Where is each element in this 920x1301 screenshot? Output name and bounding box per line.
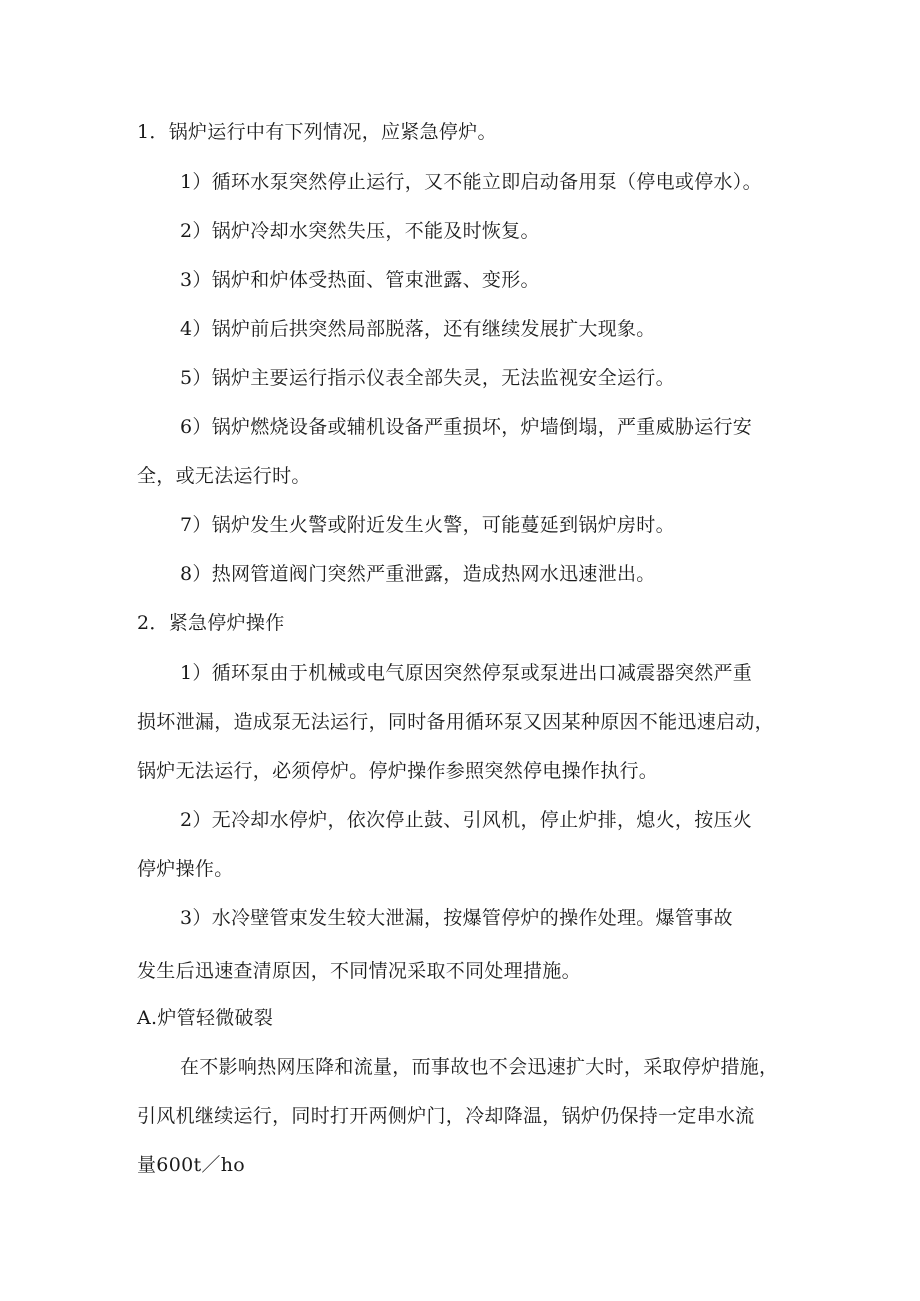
subsection-a-para-line-1: 在不影响热网压降和流量，而事故也不会迅速扩大时，采取停炉措施， (180, 1056, 779, 1078)
item-1-6-line-1: 6）锅炉燃烧设备或辅机设备严重损坏，炉墙倒塌，严重威胁运行安 (180, 416, 753, 438)
section-1-heading: 1．锅炉运行中有下列情况，应紧急停炉。 (137, 121, 497, 143)
item-2-1-line-1: 1）循环泵由于机械或电气原因突然停泵或泵进出口减震器突然严重 (180, 662, 753, 684)
item-1-8: 8）热网管道阀门突然严重泄露，造成热网水迅速泄出。 (180, 563, 656, 585)
item-2-3-line-1: 3）水冷壁管束发生较大泄漏，按爆管停炉的操作处理。爆管事故 (180, 907, 733, 929)
item-2-2-line-1: 2）无冷却水停炉，依次停止鼓、引风机，停止炉排，熄火，按压火 (180, 809, 753, 831)
subsection-a-para-line-3: 量600t／ho (137, 1154, 245, 1176)
item-1-3: 3）锅炉和炉体受热面、管束泄露、变形。 (180, 269, 540, 291)
item-1-5: 5）锅炉主要运行指示仪表全部失灵，无法监视安全运行。 (180, 367, 675, 389)
subsection-a-heading: A.炉管轻微破裂 (137, 1007, 274, 1029)
item-2-1-line-3: 锅炉无法运行，必须停炉。停炉操作参照突然停电操作执行。 (137, 760, 659, 782)
item-1-7: 7）锅炉发生火警或附近发生火警，可能蔓延到锅炉房时。 (180, 514, 675, 536)
item-2-2-line-2: 停炉操作。 (137, 858, 234, 880)
item-1-2: 2）锅炉冷却水突然失压，不能及时恢复。 (180, 220, 540, 242)
item-2-3-line-2: 发生后迅速查清原因，不同情况采取不同处理措施。 (137, 960, 581, 982)
section-2-heading: 2．紧急停炉操作 (137, 612, 285, 634)
item-1-4: 4）锅炉前后拱突然局部脱落，还有继续发展扩大现象。 (180, 318, 656, 340)
item-1-1: 1）循环水泵突然停止运行，又不能立即启动备用泵（停电或停水）。 (180, 171, 762, 193)
subsection-a-para-line-2: 引风机继续运行，同时打开两侧炉门，冷却降温，锅炉仍保持一定串水流 (137, 1105, 755, 1127)
item-2-1-line-2: 损坏泄漏，造成泵无法运行，同时备用循环泵又因某种原因不能迅速启动， (137, 711, 774, 733)
item-1-6-line-2: 全，或无法运行时。 (137, 465, 311, 487)
